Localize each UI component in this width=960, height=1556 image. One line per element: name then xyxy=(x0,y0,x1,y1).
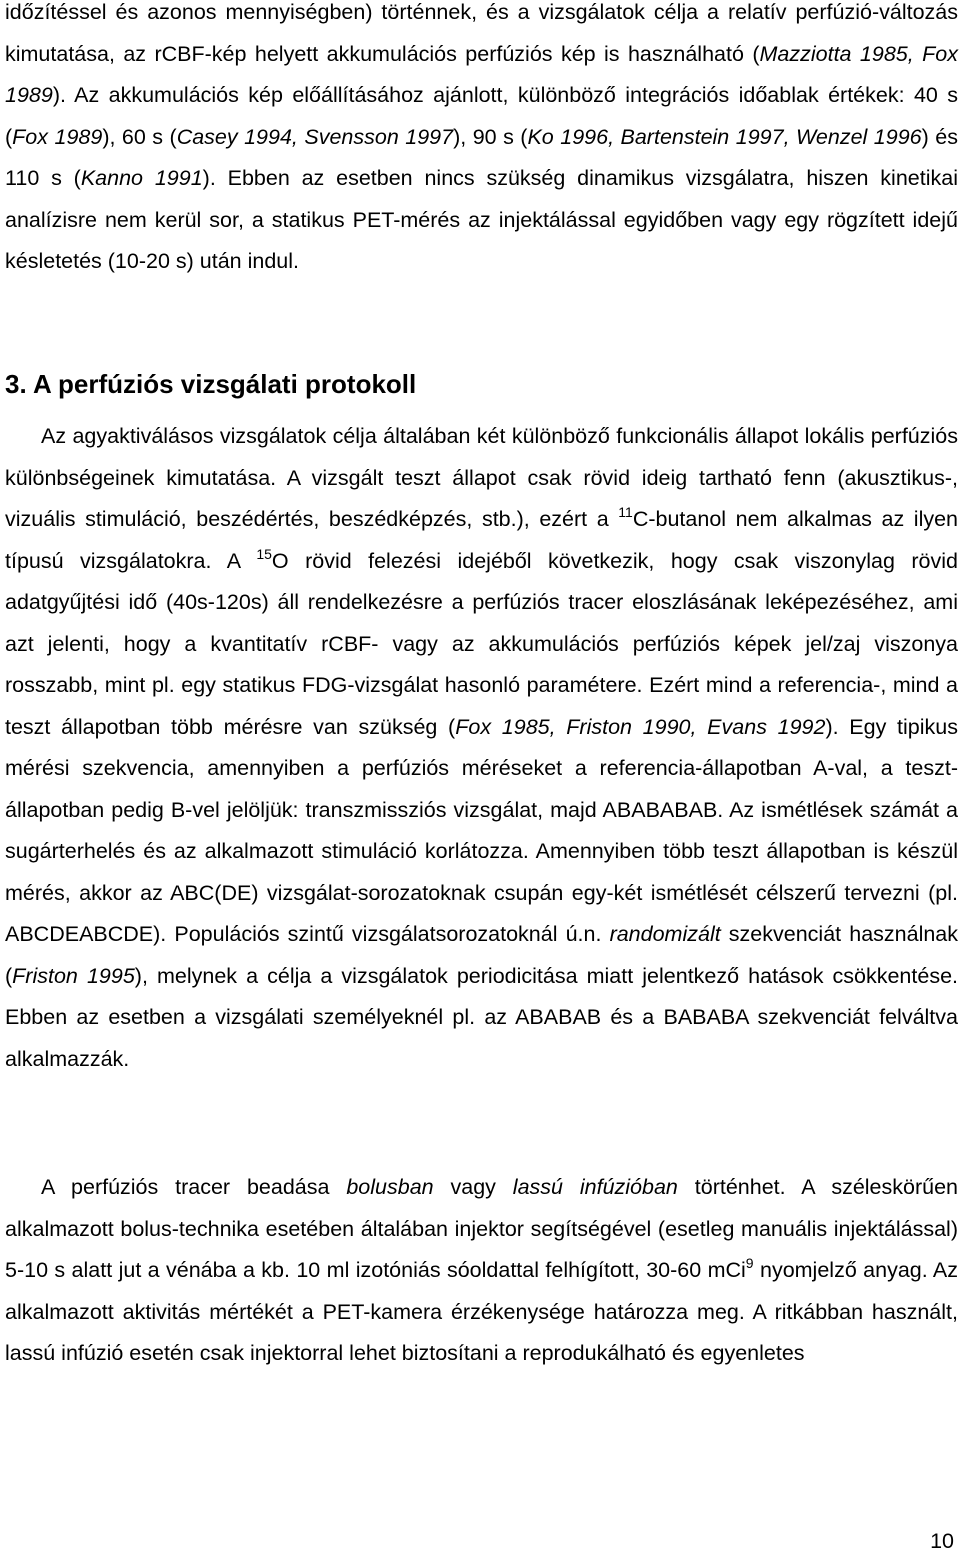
citation-text: randomizált xyxy=(609,922,721,946)
body-paragraph-2 xyxy=(5,416,958,1080)
text-run: A perfúziós tracer beadása xyxy=(41,1175,347,1199)
citation-text: Ko 1996, Bartenstein 1997, Wenzel 1996 xyxy=(527,124,922,149)
text-run: ), 60 s ( xyxy=(102,124,177,149)
text-run: ). Egy tipikus mérési szekvencia, amennyiben a perfúziós méréseket a referencia-állapotban A-val, a teszt-állapotban pedig B-vel jelöljük: transzmissziós vizsgálat, majd ABABABAB. Az ismétlések számát a sugárterhelés és az alkalmazott stimuláció korlátozza. Amennyiben több teszt állapotban is készül mérés, akkor az ABC(DE) vizsgálat-sorozatoknak csupán egy-két ismétlését célszerű tervezni (pl. ABCDEABCDE). Populációs szintű vizsgálatsorozatoknál ú.n. xyxy=(5,714,958,946)
body-paragraph-1 xyxy=(5,0,958,283)
citation-text: Fox 1989 xyxy=(12,124,103,149)
text-run: C-butanol nem alkalmas az ilyen típusú vizsgálatokra. A xyxy=(5,507,959,573)
text-run: nyomjelző anyag. Az alkalmazott aktivitás mértékét a PET-kamera érzékenysége határozza meg. A ritkábban használt, lassú infúzió esetén csak injektorral lehet biztosítani a reprodukálható és egyenletes xyxy=(5,1258,959,1365)
superscript: 9 xyxy=(745,1255,754,1271)
section-heading: 3. A perfúziós vizsgálati protokoll xyxy=(5,369,417,399)
body-paragraph-3 xyxy=(5,1167,958,1375)
superscript: 11 xyxy=(618,504,633,520)
superscript: 15 xyxy=(256,545,272,562)
citation-text: bolusban xyxy=(346,1175,434,1199)
text-run: időzítéssel és azonos mennyiségben) történnek, és a vizsgálatok célja a relatív perfúzió-változás kimutatása, az rCBF-kép helyett akkumulációs perfúziós kép is használható ( xyxy=(5,0,958,66)
page-number: 10 xyxy=(930,1529,954,1553)
citation-text: Mazziotta 1985, Fox 1989 xyxy=(5,41,958,107)
text-run: vagy xyxy=(433,1175,513,1199)
text-run: ). Ebben az esetben nincs szükség dinamikus vizsgálatra, hiszen kinetikai analízisre nem kerül sor, a statikus PET-mérés az injektálással egyidőben vagy egy rögzített idejű késletetés (10-20 s) után indul. xyxy=(5,166,958,273)
text-run: szekvenciát használnak ( xyxy=(5,922,959,988)
text-run: Az agyaktiválásos vizsgálatok célja általában két különböző funkcionális állapot lokális perfúziós különbségeinek kimutatása. A vizsgált teszt állapot csak rövid ideig tartható fenn (akusztikus-, vizuális stimuláció, beszédértés, beszédképzés, stb.), ezért a xyxy=(5,424,958,531)
citation-text: Friston 1995 xyxy=(12,963,135,988)
citation-text: Casey 1994, Svensson 1997 xyxy=(176,124,454,149)
text-run: ). Az akkumulációs kép előállításához ajánlott, különböző integrációs időablak értékek: 40 s ( xyxy=(5,83,958,149)
text-run: ), 90 s ( xyxy=(453,124,528,149)
text-run: történhet. A széleskörűen alkalmazott bolus-technika esetében általában injektor segítségével (esetleg manuális injektálással) 5-10 s alatt jut a vénába a kb. 10 ml izotóniás sóoldattal felhígított, 30-60 mCi xyxy=(5,1175,958,1282)
text-run: ) és 110 s ( xyxy=(5,124,958,190)
text-run: ), melynek a célja a vizsgálatok periodicitása miatt jelentkező hatások csökkentése. Ebben az esetben a vizsgálati személyeknél pl. az ABABAB és a BABABA szekvenciát felváltva alkalmazzák. xyxy=(5,963,958,1071)
text-run: O rövid felezési idejéből következik, hogy csak viszonylag rövid adatgyűjtési idő (40s-120s) áll rendelkezésre a perfúziós tracer eloszlásának leképezéséhez, ami azt jelenti, hogy a kvantitatív rCBF- vagy az akkumulációs perfúziós képek jel/zaj viszonya rosszabb, mint pl. egy statikus FDG-vizsgálat hasonló paramétere. Ezért mind a referencia-, mind a teszt állapotban több mérésre van szükség ( xyxy=(5,548,958,739)
citation-text: Fox 1985, Friston 1990, Evans 1992 xyxy=(455,714,826,739)
citation-text: Kanno 1991 xyxy=(80,166,203,190)
citation-text: lassú infúzióban xyxy=(512,1175,678,1199)
